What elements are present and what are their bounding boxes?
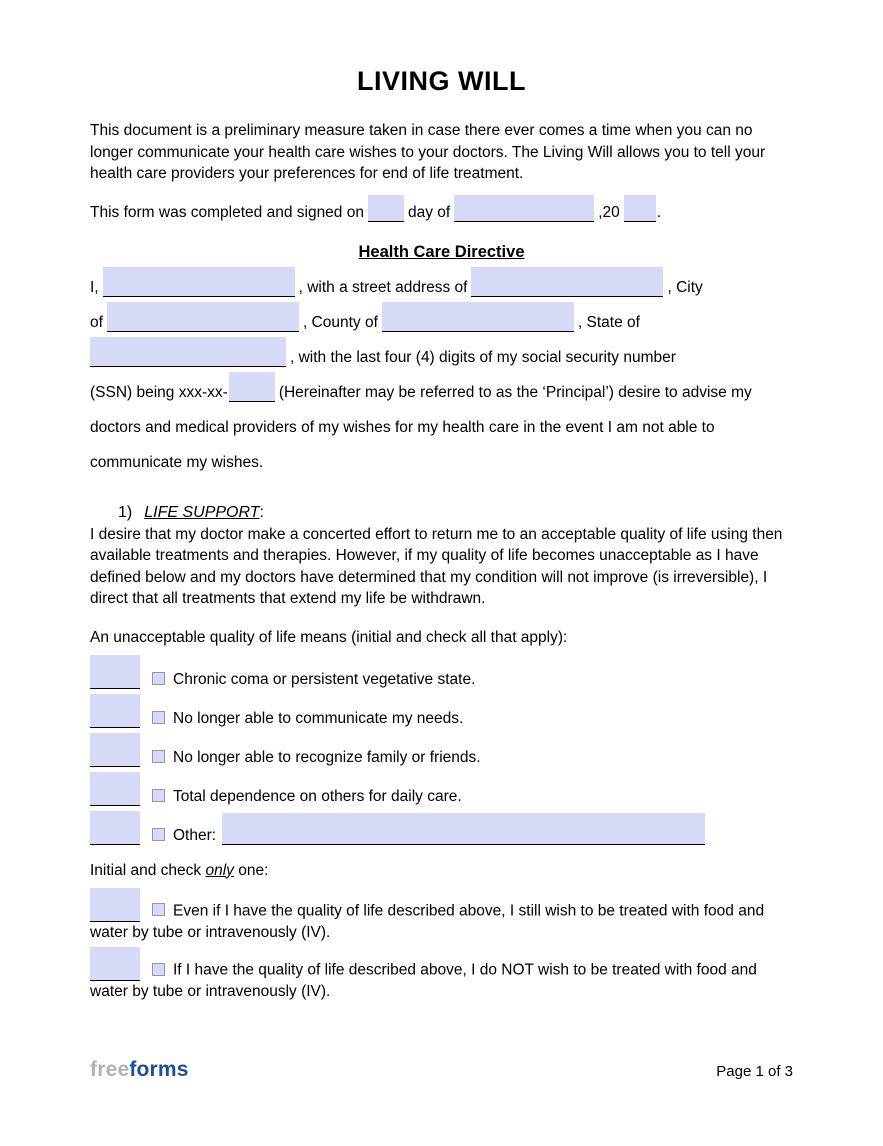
only-prompt-pre: Initial and check: [90, 861, 206, 879]
state-field[interactable]: [90, 337, 286, 367]
page-footer: [90, 1058, 793, 1082]
directive-line-2: [90, 302, 793, 332]
directive-line5-text: doctors and medical providers of my wishes for my health care in the event I am not able to: [90, 418, 715, 436]
ssn-last4-field[interactable]: [229, 372, 275, 402]
directive-line-1: [90, 267, 793, 297]
directive-line2-text-b: , County of: [302, 313, 378, 331]
checkbox-feed-even-if[interactable]: [152, 903, 165, 916]
only-prompt-post: one:: [233, 861, 269, 879]
directive-line-6: [90, 442, 793, 472]
freeforms-logo: [90, 1058, 189, 1082]
initial-field-no-feed[interactable]: [90, 947, 140, 981]
directive-line1-text-c: , City: [667, 278, 703, 296]
intro-paragraph: This document is a preliminary measure taken in case there ever comes a time when you can no longer communicate your health care wishes to your doctors. The Living Will allows you to tell your health care providers your preferences for end of life treatment.: [90, 122, 766, 182]
logo-text-free: free: [90, 1058, 130, 1081]
qol-label-total-dependence: Total dependence on others for daily care.: [173, 787, 462, 805]
qol-label-recognize-family: No longer able to recognize family or friends.: [173, 748, 481, 766]
signed-on-line: [90, 195, 793, 222]
directive-line-4: [90, 372, 793, 402]
signed-text-year-prefix: ,20: [598, 203, 620, 221]
qol-prompt: An unacceptable quality of life means (initial and check all that apply):: [90, 628, 568, 646]
checkbox-other[interactable]: [152, 828, 165, 841]
qol-label-chronic-coma: Chronic coma or persistent vegetative state.: [173, 670, 476, 688]
life-support-colon: :: [259, 503, 264, 521]
page-title: LIVING WILL: [357, 66, 526, 96]
directive-line4-text-b: (Hereinafter may be referred to as the ‘Principal’) desire to advise my: [278, 383, 752, 401]
directive-line-5: [90, 407, 793, 437]
qol-row-chronic-coma: [90, 655, 793, 689]
other-text-field[interactable]: [222, 813, 705, 845]
choice-row-no-feed: [90, 947, 796, 1003]
section-heading-life-support: [90, 504, 793, 522]
section-heading-health-care-directive: Health Care Directive: [358, 242, 525, 261]
directive-line4-text-a: (SSN) being xxx-xx-: [90, 383, 228, 401]
month-field[interactable]: [454, 195, 594, 222]
checkbox-communicate-needs[interactable]: [152, 711, 165, 724]
initial-field-other[interactable]: [90, 811, 140, 845]
street-address-field[interactable]: [471, 267, 663, 297]
directive-line2-text-c: , State of: [577, 313, 640, 331]
principal-name-field[interactable]: [103, 267, 295, 297]
choice-label-no-feed: If I have the quality of life described above, I do NOT wish to be treated with food and water by tube or intravenously (IV).: [90, 961, 757, 1000]
directive-line-3: [90, 337, 793, 367]
day-field[interactable]: [368, 195, 404, 222]
initial-field-feed-even-if[interactable]: [90, 888, 140, 922]
directive-line1-text-a: I,: [90, 278, 99, 296]
checkbox-total-dependence[interactable]: [152, 789, 165, 802]
initial-field-total-dependence[interactable]: [90, 772, 140, 806]
directive-line6-text: communicate my wishes.: [90, 453, 264, 471]
only-prompt-emphasis: only: [205, 861, 234, 879]
checkbox-recognize-family[interactable]: [152, 750, 165, 763]
qol-label-other: Other:: [173, 826, 217, 844]
signed-text-dayof: day of: [407, 203, 451, 221]
choice-row-feed-even-if: [90, 888, 796, 944]
city-field[interactable]: [107, 302, 299, 332]
checkbox-chronic-coma[interactable]: [152, 672, 165, 685]
signed-text-prefix: This form was completed and signed on: [90, 203, 364, 221]
qol-row-total-dependence: [90, 772, 793, 806]
signed-text-period: .: [656, 203, 662, 221]
qol-row-communicate-needs: [90, 694, 793, 728]
life-support-number: 1): [118, 503, 133, 521]
checkbox-no-feed[interactable]: [152, 963, 165, 976]
initial-field-communicate-needs[interactable]: [90, 694, 140, 728]
logo-text-forms: forms: [129, 1058, 189, 1081]
qol-row-other: [90, 811, 793, 845]
directive-line3-text: , with the last four (4) digits of my social security number: [290, 348, 676, 366]
directive-line2-text-a: of: [90, 313, 103, 331]
choice-label-feed-even-if: Even if I have the quality of life described above, I still wish to be treated with food and water by tube or intravenously (IV).: [90, 902, 765, 941]
life-support-title: LIFE SUPPORT: [144, 503, 260, 521]
page-number: Page 1 of 3: [716, 1063, 793, 1080]
qol-label-communicate-needs: No longer able to communicate my needs.: [173, 709, 464, 727]
initial-field-chronic-coma[interactable]: [90, 655, 140, 689]
life-support-paragraph: I desire that my doctor make a concerted effort to return me to an acceptable quality of life using then available treatments and therapies. However, if my quality of life becomes unacceptable as I have defined below and my doctors have determined that my condition will not improve (is irreversible), I direct that all treatments that extend my life be withdrawn.: [90, 525, 783, 607]
initial-field-recognize-family[interactable]: [90, 733, 140, 767]
county-field[interactable]: [382, 302, 574, 332]
qol-row-recognize-family: [90, 733, 793, 767]
directive-line1-text-b: , with a street address of: [298, 278, 468, 296]
year-field[interactable]: [624, 195, 656, 222]
only-one-prompt: [90, 862, 793, 880]
